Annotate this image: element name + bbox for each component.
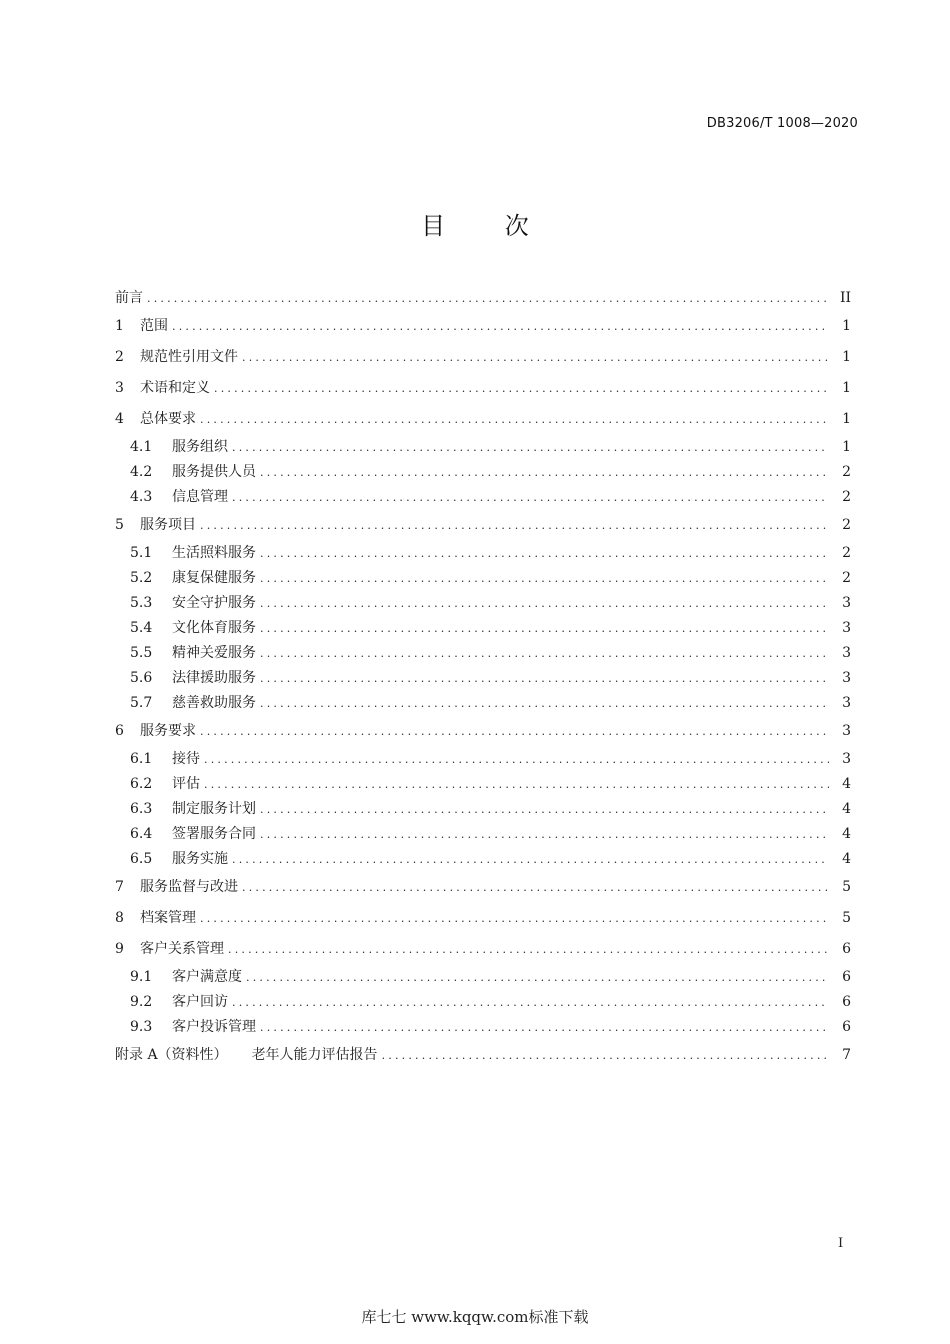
toc-entry-number: 3 — [115, 380, 124, 396]
toc-dot-leader — [147, 286, 829, 311]
toc-entry-label: 客户投诉管理 — [172, 1019, 256, 1035]
toc-entry-page: 1 — [842, 318, 851, 334]
toc-entry-number: 6.5 — [130, 851, 153, 867]
toc-entry-page: 2 — [842, 545, 851, 561]
toc-dot-leader — [260, 460, 829, 485]
toc-entry-label: 信息管理 — [172, 489, 228, 505]
toc-entry-number: 7 — [115, 879, 124, 895]
toc-dot-leader — [204, 747, 829, 772]
toc-entry-page: 6 — [842, 1019, 851, 1035]
toc-entry-page: 3 — [842, 695, 851, 711]
toc-entry-label: 客户满意度 — [172, 969, 242, 985]
toc-entry-page: 4 — [842, 776, 851, 792]
toc-entry-number: 6.3 — [130, 801, 153, 817]
toc-entry[interactable] — [115, 1015, 851, 1040]
toc-entry-number: 4.2 — [130, 464, 153, 480]
toc-dot-leader — [260, 666, 829, 691]
toc-dot-leader — [200, 510, 829, 541]
toc-entry-page: II — [839, 290, 851, 306]
toc-dot-leader — [200, 716, 829, 747]
toc-entry-label: 慈善救助服务 — [172, 695, 256, 711]
toc-entry-page: 7 — [842, 1047, 851, 1063]
toc-dot-leader — [232, 847, 829, 872]
toc-entry-page: 3 — [842, 595, 851, 611]
toc-entry-number: 6.2 — [130, 776, 153, 792]
toc-dot-leader — [382, 1040, 829, 1071]
toc-entry-label: 服务提供人员 — [172, 464, 256, 480]
toc-dot-leader — [260, 691, 829, 716]
toc-entry[interactable] — [115, 404, 851, 435]
toc-dot-leader — [228, 934, 829, 965]
toc-dot-leader — [232, 990, 829, 1015]
toc-entry[interactable] — [115, 311, 851, 342]
toc-entry-label: 制定服务计划 — [172, 801, 256, 817]
toc-entry[interactable] — [115, 747, 851, 772]
watermark-text: 库七七 www.kqqw.com标准下载 — [361, 1308, 589, 1326]
toc-entry-label: 接待 — [172, 751, 200, 767]
toc-entry[interactable] — [115, 903, 851, 934]
toc-entry-label: 附录 A（资料性） — [115, 1047, 228, 1063]
toc-entry-number: 4.1 — [130, 439, 153, 455]
toc-dot-leader — [232, 485, 829, 510]
toc-entry[interactable] — [115, 435, 851, 460]
toc-entry-page: 3 — [842, 723, 851, 739]
toc-entry[interactable] — [115, 373, 851, 404]
toc-entry-number: 9 — [115, 941, 124, 957]
toc-entry-label: 康复保健服务 — [172, 570, 256, 586]
toc-entry[interactable] — [115, 716, 851, 747]
toc-dot-leader — [204, 772, 829, 797]
toc-entry[interactable] — [115, 691, 851, 716]
toc-entry-number: 9.3 — [130, 1019, 153, 1035]
toc-entry-page: 2 — [842, 489, 851, 505]
toc-entry-page: 2 — [842, 464, 851, 480]
toc-entry-page: 3 — [842, 645, 851, 661]
toc-entry-label: 客户回访 — [172, 994, 228, 1010]
toc-entry-label: 客户关系管理 — [140, 941, 224, 957]
toc-entry-label: 术语和定义 — [140, 380, 210, 396]
toc-entry-page: 3 — [842, 751, 851, 767]
toc-entry-label: 服务监督与改进 — [140, 879, 238, 895]
toc-entry-label: 服务实施 — [172, 851, 228, 867]
toc-dot-leader — [200, 404, 829, 435]
toc-entry-page: 6 — [842, 941, 851, 957]
toc-entry[interactable] — [115, 934, 851, 965]
toc-entry-number: 4.3 — [130, 489, 153, 505]
toc-entry[interactable] — [115, 965, 851, 990]
toc-dot-leader — [260, 641, 829, 666]
toc-entry-label: 文化体育服务 — [172, 620, 256, 636]
toc-dot-leader — [260, 1015, 829, 1040]
toc-entry-label: 规范性引用文件 — [140, 349, 238, 365]
toc-entry-number: 6.4 — [130, 826, 153, 842]
toc-entry-page: 4 — [842, 851, 851, 867]
document-code: DB3206/T 1008—2020 — [706, 116, 858, 131]
toc-entry[interactable] — [115, 797, 851, 822]
toc-entry-number: 5.1 — [130, 545, 153, 561]
toc-entry-page: 1 — [842, 439, 851, 455]
toc-entry-number: 5.6 — [130, 670, 153, 686]
toc-entry[interactable] — [115, 666, 851, 691]
toc-dot-leader — [260, 541, 829, 566]
toc-entry[interactable] — [115, 616, 851, 641]
table-of-contents — [115, 286, 851, 1071]
toc-entry-number: 5.3 — [130, 595, 153, 611]
toc-entry-number: 4 — [115, 411, 124, 427]
toc-entry-number: 5.5 — [130, 645, 153, 661]
toc-entry-page: 5 — [842, 910, 851, 926]
toc-entry[interactable] — [115, 1040, 851, 1071]
toc-entry-page: 4 — [842, 801, 851, 817]
toc-entry-number: 5.7 — [130, 695, 153, 711]
toc-entry[interactable] — [115, 990, 851, 1015]
toc-dot-leader — [172, 311, 829, 342]
toc-entry[interactable] — [115, 822, 851, 847]
toc-entry-label: 范围 — [140, 318, 168, 334]
toc-dot-leader — [200, 903, 829, 934]
toc-entry-number: 2 — [115, 349, 124, 365]
toc-dot-leader — [260, 566, 829, 591]
toc-entry[interactable] — [115, 872, 851, 903]
toc-entry-number: 6.1 — [130, 751, 153, 767]
toc-entry-page: 3 — [842, 670, 851, 686]
toc-entry-page: 6 — [842, 969, 851, 985]
toc-dot-leader — [260, 616, 829, 641]
toc-entry-page: 3 — [842, 620, 851, 636]
toc-entry-page: 2 — [842, 570, 851, 586]
toc-dot-leader — [260, 822, 829, 847]
toc-entry[interactable] — [115, 847, 851, 872]
toc-entry-number: 9.1 — [130, 969, 153, 985]
toc-entry-label: 安全守护服务 — [172, 595, 256, 611]
toc-entry-page: 5 — [842, 879, 851, 895]
toc-entry[interactable] — [115, 772, 851, 797]
toc-dot-leader — [214, 373, 829, 404]
toc-entry-number: 5 — [115, 517, 124, 533]
toc-entry-label: 前言 — [115, 290, 143, 306]
toc-dot-leader — [232, 435, 829, 460]
toc-entry[interactable] — [115, 485, 851, 510]
toc-entry[interactable] — [115, 286, 851, 311]
toc-entry-page: 1 — [842, 380, 851, 396]
toc-entry-label: 服务要求 — [140, 723, 196, 739]
toc-entry-label: 评估 — [172, 776, 200, 792]
toc-dot-leader — [242, 342, 829, 373]
toc-entry-number: 5.2 — [130, 570, 153, 586]
toc-entry[interactable] — [115, 342, 851, 373]
toc-entry-number: 8 — [115, 910, 124, 926]
toc-entry-number: 1 — [115, 318, 124, 334]
toc-entry-label: 法律援助服务 — [172, 670, 256, 686]
toc-dot-leader — [260, 591, 829, 616]
page-title: 目 次 — [421, 212, 555, 240]
toc-entry-number: 5.4 — [130, 620, 153, 636]
toc-entry-number: 9.2 — [130, 994, 153, 1010]
page-number: I — [838, 1236, 844, 1251]
toc-entry-subtitle: 老年人能力评估报告 — [251, 1047, 378, 1063]
toc-entry-label: 服务项目 — [140, 517, 196, 533]
toc-entry-label: 档案管理 — [140, 910, 196, 926]
toc-entry-page: 4 — [842, 826, 851, 842]
toc-entry-page: 2 — [842, 517, 851, 533]
toc-entry-label: 生活照料服务 — [172, 545, 256, 561]
toc-entry[interactable] — [115, 541, 851, 566]
toc-entry-page: 6 — [842, 994, 851, 1010]
toc-dot-leader — [260, 797, 829, 822]
toc-dot-leader — [242, 872, 829, 903]
toc-entry-number: 6 — [115, 723, 124, 739]
toc-entry-label: 总体要求 — [140, 411, 196, 427]
toc-entry-page: 1 — [842, 411, 851, 427]
toc-entry[interactable] — [115, 566, 851, 591]
toc-entry-label: 精神关爱服务 — [172, 645, 256, 661]
toc-entry[interactable] — [115, 460, 851, 485]
toc-entry-page: 1 — [842, 349, 851, 365]
toc-entry[interactable] — [115, 510, 851, 541]
toc-entry[interactable] — [115, 591, 851, 616]
toc-entry[interactable] — [115, 641, 851, 666]
toc-dot-leader — [246, 965, 829, 990]
toc-entry-label: 签署服务合同 — [172, 826, 256, 842]
toc-entry-label: 服务组织 — [172, 439, 228, 455]
